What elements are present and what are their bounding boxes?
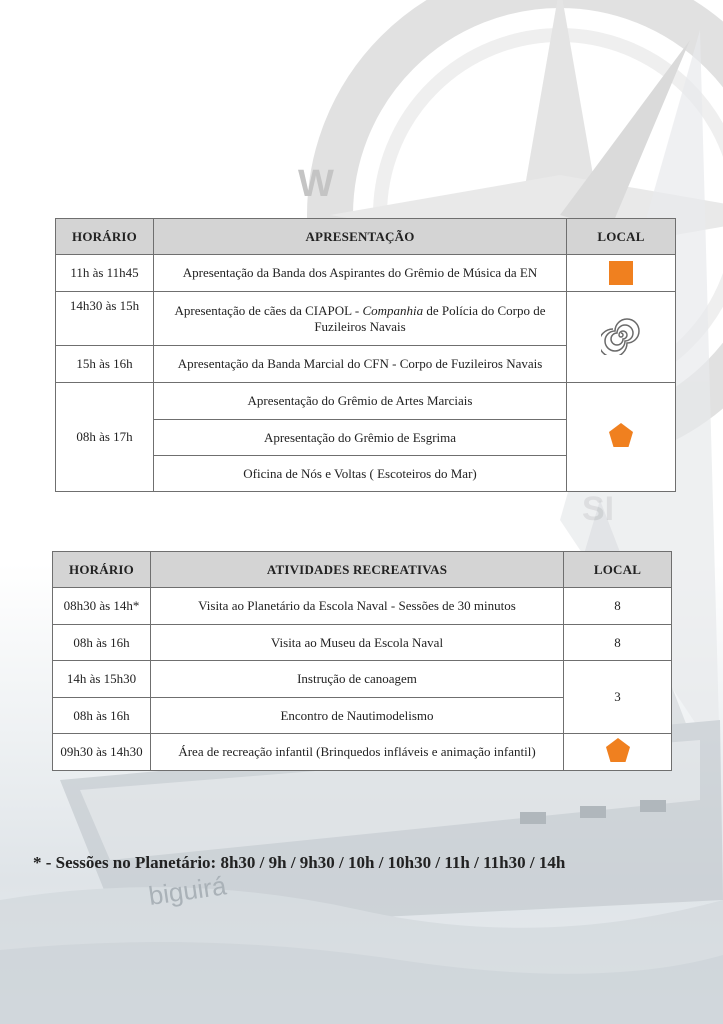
recreational-activities-table <box>52 551 672 771</box>
row-text: Instrução de canoagem <box>151 661 564 698</box>
orange-pentagon-icon <box>607 421 635 449</box>
row-text: Encontro de Nautimodelismo <box>151 698 564 734</box>
row-text: Apresentação do Grêmio de Esgrima <box>154 420 567 456</box>
planetarium-sessions-note: * - Sessões no Planetário: 8h30 / 9h / 9h30 / 10h / 10h30 / 11h / 11h30 / 14h <box>33 853 566 872</box>
row-time: 14h30 às 15h <box>56 292 154 346</box>
compass-letter-w: W <box>298 163 334 205</box>
row-local <box>567 292 676 383</box>
spiral-icon <box>601 315 641 355</box>
row-text: Apresentação de cães da CIAPOL - Companhia de Polícia do Corpo de Fuzileiros Navais <box>154 292 567 346</box>
row-time: 14h às 15h30 <box>53 661 151 698</box>
header-presentation: APRESENTAÇÃO <box>154 219 567 255</box>
header-local: LOCAL <box>564 552 672 588</box>
table-header-row <box>53 552 672 588</box>
orange-pentagon-icon <box>604 736 632 764</box>
table-row <box>56 292 676 346</box>
table-row <box>53 625 672 661</box>
table-row <box>56 255 676 292</box>
row-time: 11h às 11h45 <box>56 255 154 292</box>
table-header-row <box>56 219 676 255</box>
row-local: 3 <box>564 661 672 734</box>
row-time: 08h às 16h <box>53 625 151 661</box>
row-text: Visita ao Planetário da Escola Naval - Sessões de 30 minutos <box>151 588 564 625</box>
row-text: Visita ao Museu da Escola Naval <box>151 625 564 661</box>
row-time: 08h às 17h <box>56 383 154 492</box>
presentations-table <box>55 218 676 492</box>
row-local <box>567 255 676 292</box>
row-text: Oficina de Nós e Voltas ( Escoteiros do Mar) <box>154 456 567 492</box>
table-row <box>53 661 672 698</box>
row-local: 8 <box>564 625 672 661</box>
row-time: 08h30 às 14h* <box>53 588 151 625</box>
header-time: HORÁRIO <box>56 219 154 255</box>
row-time: 15h às 16h <box>56 346 154 383</box>
row-local <box>567 383 676 492</box>
header-activities: ATIVIDADES RECREATIVAS <box>151 552 564 588</box>
table-row <box>53 588 672 625</box>
table-row <box>53 734 672 771</box>
row-text: Apresentação da Banda dos Aspirantes do Grêmio de Música da EN <box>154 255 567 292</box>
boat-name: biguirá <box>146 870 229 911</box>
table-row <box>56 383 676 420</box>
orange-square-icon <box>609 261 633 285</box>
header-time: HORÁRIO <box>53 552 151 588</box>
header-local: LOCAL <box>567 219 676 255</box>
row-text: Área de recreação infantil (Brinquedos infláveis e animação infantil) <box>151 734 564 771</box>
row-local <box>564 734 672 771</box>
row-text: Apresentação do Grêmio de Artes Marciais <box>154 383 567 420</box>
row-time: 09h30 às 14h30 <box>53 734 151 771</box>
row-time: 08h às 16h <box>53 698 151 734</box>
row-local: 8 <box>564 588 672 625</box>
row-text: Apresentação da Banda Marcial do CFN - Corpo de Fuzileiros Navais <box>154 346 567 383</box>
